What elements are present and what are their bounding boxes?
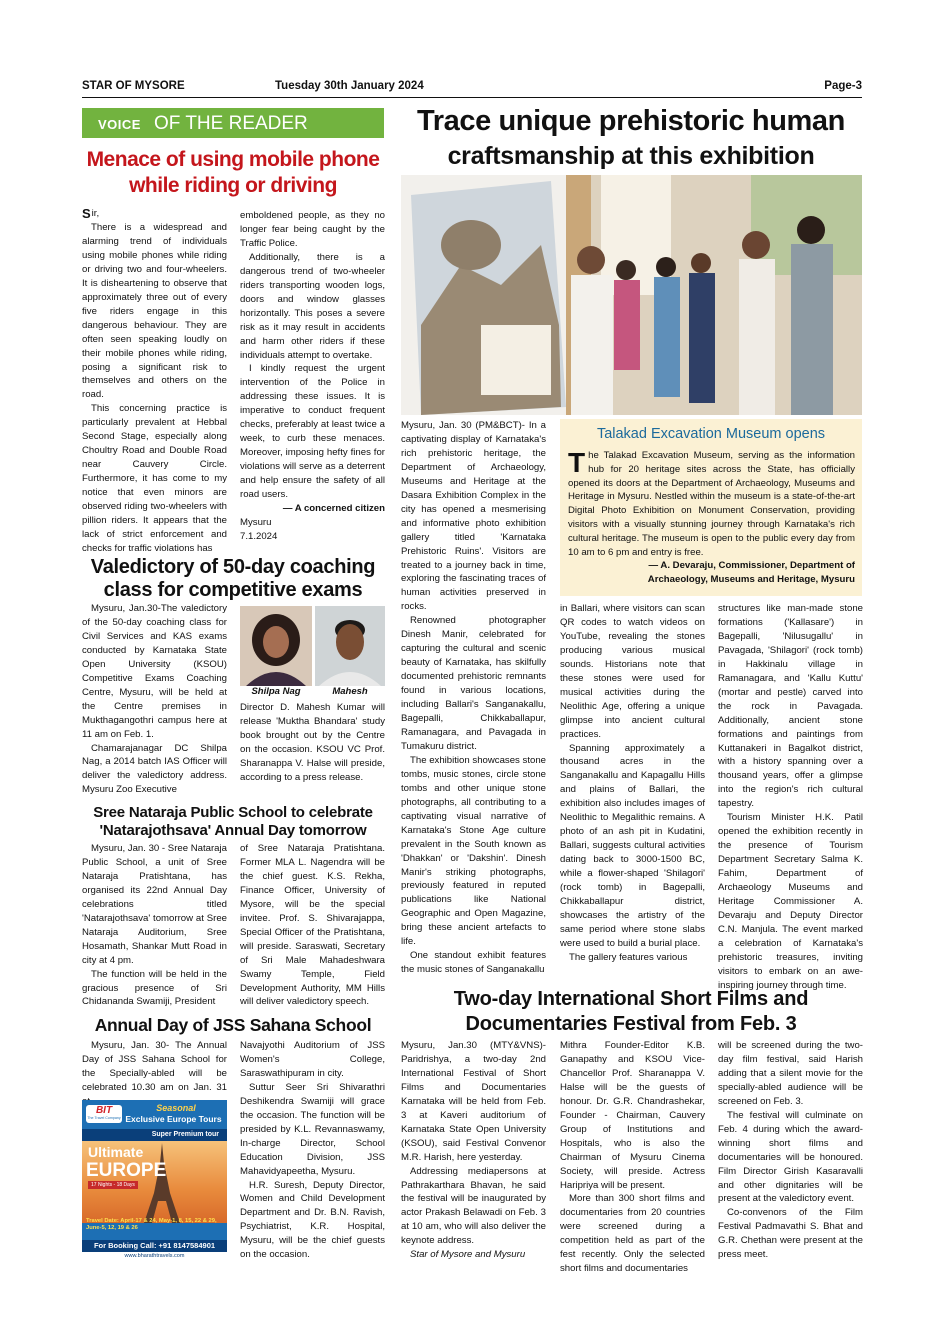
festival-paragraph: Addressing mediapersons at Pathrakarthara Bhavan, he said the festival will be inaugurated by actor Prakash Belawadi on Feb. 3 at 10 am, who will also deliver the keynote address.	[401, 1165, 546, 1247]
nataraja-paragraph: The function will be held in the gracious presence of Sri Chidananda Swamiji, President	[82, 968, 227, 1008]
masthead	[82, 78, 862, 98]
museum-dropcap: T	[568, 447, 586, 478]
festival-paragraph: Co-convenors of the Film Festival Padmavathi S. Bhat and G.R. Chethan were present at the press meet.	[718, 1207, 863, 1261]
valedictory-paragraph: Director D. Mahesh Kumar will release 'Muktha Bhandara' study book brought out by the Centre on the occasion. KSOU VC Prof. Sharanappa V. Halse will preside, according to a press release.	[240, 702, 385, 783]
letter-signature: — A concerned citizen	[282, 503, 385, 515]
exhibition-headline-line1: Trace unique prehistoric human	[417, 105, 845, 137]
festival-column-2	[560, 1039, 705, 1276]
valedictory-paragraph: Mysuru, Jan.30-The valedictory of the 50-day coaching class for Civil Services and KAS exams conducted by Karnataka State Open University (KSOU) Competitive Exams Coaching Centre, Mysuru, will be held at the Centre premises in Mukthagangothri campus here at 11 am on Feb. 1.	[82, 603, 227, 740]
exhibition-paragraph: Tourism Minister H.K. Patil opened the exhibition recently in the presence of Tourism Department Secretary Salma K. Fahim, Department of Archaeology Museums and Heritage Commissioner A. Devaraju and Deputy Director C.N. Manjula. The event marked a celebration of Karnataka's prehistoric treasures, inviting visitors to embark on an awe-inspiring journey through time.	[718, 812, 863, 991]
exhibition-paragraph: structures like man-made stone formations ('Kallasare') in Bagepalli, 'Nilusugallu' in Pavagada, 'Shilagori' (rock tomb) in Hakkinalu village in Ramanagara, and 'Kallu Kuttu' (mortar and pestle) carved into the rock in Pavagada. Additionally, ancient stone formations and paintings from Kuttanakeri in Bagalkot district, with a history spanning over a thousand years, offer a glimpse into the region's rich cultural tapestry.	[718, 603, 863, 810]
festival-paragraph: will be screened during the two-day film festival, said Harish adding that a silent movie for the specially-abled audience will be screened on Feb. 3.	[718, 1040, 863, 1107]
jss-paragraph: H.R. Suresh, Deputy Director, Women and Child Development Department and Dr. B.N. Ravish, Psychiatrist, K.R. Hospital, Mysuru, will be the chief guests on the occasion.	[240, 1179, 385, 1261]
letter-column-2	[240, 209, 385, 544]
exhibition-headline-line2: craftsmanship at this exhibition	[447, 142, 815, 170]
exhibition-photo	[401, 175, 862, 415]
ad-website-link[interactable]: www.bharathtravels.com	[82, 1252, 227, 1260]
nataraja-paragraph: of Sree Nataraja Pratishtana. Former MLA L. Nagendra will be the chief guest. K.S. Rekha, Finance Officer, University of Mysore, will be the special invitee. Prof. S. Shivarajappa, Special Officer of the Pratishtana, will preside. Saraswati, Secretary of Sri Male Mahadeshwara Swamy Temple, Field Development Authority, MM Hills will deliver valedictory speech.	[240, 843, 385, 1008]
jss-paragraph: Suttur Seer Sri Shivarathri Deshikendra Swamiji will grace the occasion. The function will be presided by K.L. Revannaswamy, In-charge Director, School Education Division, JSS Mahavidyapeetha, Mysuru.	[240, 1081, 385, 1177]
bit-logo: BIT The Travel Company	[86, 1105, 122, 1123]
letter-headline: Menace of using mobile phone while riding or driving	[86, 148, 380, 197]
mahesh-caption: Mahesh	[332, 686, 368, 697]
voice-label: VOICE	[98, 117, 141, 132]
festival-column-1	[401, 1039, 546, 1262]
museum-box	[560, 419, 862, 596]
voice-of-reader-banner	[82, 108, 384, 138]
eiffel-tower-icon	[142, 1143, 182, 1223]
shilpa-nag-photo	[240, 606, 312, 686]
mahesh-photo	[315, 606, 385, 686]
valedictory-paragraph: Chamarajanagar DC Shilpa Nag, a 2014 batch IAS Officer will deliver the valedictory address. Mysuru Zoo Executive	[82, 742, 227, 796]
festival-paragraph: Mysuru, Jan.30 (MTY&VNS)- Paridrishya, a two-day 2nd International Festival of Short Films and Documentaries Karnataka will be held from Feb. 3 at Kaveri auditorium of Karnataka State Open University (KSOU), said Festival Convenor M.R. Harish, here yesterday.	[401, 1040, 546, 1163]
of-reader-label: OF THE READER	[154, 113, 308, 134]
valedictory-headline: Valedictory of 50-day coaching class for competitive exams	[90, 556, 376, 601]
europe-tours-ad[interactable]: BIT The Travel Company Seasonal Exclusive Europe Tours Super Premium tour Ultimate EUROPE 17 Nights - 18 Days Travel Date: April-17 & 24, May-1, 8, 15, 22 & 29, June-5, 12, 19 & 26 For Booking Call: +91 8147584901 www.bharathtravels.com	[82, 1100, 227, 1260]
exhibition-paragraph: Spanning approximately a thousand acres in the Sanganakallu and Kapagallu Hills and plains of Ballari, the exhibition also includes images of Neolithic to Megalithic remains. A photo of an ash pit in Kudatini, Ballari, suggests cultural activities dating back to 3000-1500 BC, while a flower-shaped 'Shilagori' (rock tomb) in Bagepalli, Chikkaballapur district, showcases the artistry of the same period where stone slabs were used to build a burial place.	[560, 742, 705, 949]
page-number: Page-3	[824, 80, 862, 92]
nataraja-column-1	[82, 842, 227, 1009]
nataraja-column-2	[240, 842, 385, 1009]
valedictory-column-2	[240, 701, 385, 785]
exhibition-column-2	[560, 602, 705, 965]
salutation-dropcap: S	[82, 206, 91, 221]
letter-paragraph: Additionally, there is a dangerous trend of two-wheeler riders transporting wooden logs, doors and window glasses horizontally. This poses a severe risk as it may result in accidents and harm other riders if these individuals attempt to overtake.	[240, 251, 385, 361]
festival-paragraph: Star of Mysore and Mysuru	[410, 1249, 526, 1261]
museum-box-title: Talakad Excavation Museum opens	[596, 426, 826, 442]
jss-headline: Annual Day of JSS Sahana School	[94, 1015, 372, 1035]
exhibition-paragraph: One standout exhibit features the music stones of Sanganakallu	[401, 950, 546, 976]
festival-paragraph: The festival will culminate on Feb. 4 during which the award-winning short films and documentaries will be honoured. Film Director Girish Kasaravalli and other dignitaries will be present at the valedictory event.	[718, 1109, 863, 1205]
festival-column-3	[718, 1039, 863, 1262]
letter-salutation	[82, 207, 227, 220]
exhibition-paragraph: in Ballari, where visitors can scan QR codes to watch videos on YouTube, revealing the stones producing various musical sounds. Historians note that these stones were used for musical activities during the Neolithic Age, offering a unique glimpse into ancient cultural practices.	[560, 603, 705, 740]
festival-paragraph: More than 300 short films and documentaries from 20 countries were screened during a competition held as part of the fest recently. Only the selected short films and documentaries	[560, 1193, 705, 1275]
letter-paragraph: There is a widespread and alarming trend of individuals using mobile phones while riding or driving two and four-wheelers. It is disheartening to observe that approximately three out of every five riders engage in this dangerous behaviour. They are often seen speaking loudly on their mobile phones while riding, posing a significant risk to themselves and others on the road.	[82, 222, 227, 401]
exhibition-paragraph: Renowned photographer Dinesh Manir, celebrated for capturing the cultural and scenic beauty of Karnataka, has skilfully documented prehistoric remnants found in various locations, including Ballari's Sanganakallu, Bagepalli, Chikkaballapur, Ramanagara, and Pavagada in Tumakuru district.	[401, 615, 546, 752]
issue-date: Tuesday 30th January 2024	[275, 80, 424, 92]
exhibition-column-3	[718, 602, 863, 993]
letter-place: Mysuru	[240, 516, 272, 528]
museum-box-sign1: — A. Devaraju, Commissioner, Department of	[648, 560, 855, 572]
letter-paragraph: I kindly request the urgent intervention of the Police in addressing these issues. It is imperative to conduct frequent checks, preferably at least twice a week, to curb these menaces. Moreover, imposing hefty fines for violations will serve as a deterrent and help ensure the safety of all road users.	[240, 363, 385, 501]
jss-paragraph: Mysuru, Jan. 30- The Annual Day of JSS Sahana School for the Specially-abled will be celebrated 10.30 am on Jan. 31	[82, 1040, 227, 1093]
valedictory-column-1	[82, 602, 227, 797]
jss-column-2	[240, 1039, 385, 1262]
letter-date: 7.1.2024	[240, 530, 278, 542]
nataraja-paragraph: Mysuru, Jan. 30 - Sree Nataraja Public School, a unit of Sree Nataraja Pratishtana, has organised its 22nd Annual Day celebrations titled 'Natarajothsava' tomorrow at Sree Nataraja Auditorium, Sree Hosamath, Shankar Mutt Road in city at 4 pm.	[82, 843, 227, 966]
letter-paragraph: emboldened people, as they no longer fear being caught by the Traffic Police.	[240, 210, 385, 249]
salutation-rest: ir,	[91, 208, 100, 219]
museum-box-text: The Talakad Excavation Museum, serving as the information hub for 20 heritage sites across the State, has officially opened its doors at the Department of Archaeology, Museums and Heritage in Mysuru. Nestled within the museum is a state-of-the-art Digital Photo Exhibition on Monument Conservation, providing visitors with a visually stunning journey through Karnataka's rich cultural heritage. The museum is open to the public every day from 10 am to 6 pm and entry is free. — A. Devaraju, Commissioner, Department of Archaeology, Museums and Heritage, Mysuru	[568, 447, 855, 586]
exhibition-paragraph: The gallery features various	[569, 951, 688, 963]
festival-headline: Two-day International Short Films and Documentaries Festival from Feb. 3	[453, 988, 809, 1035]
jss-paragraph: Navajyothi Auditorium of JSS Women's College, Saraswathipuram in city.	[240, 1040, 385, 1079]
jss-column-1	[82, 1039, 227, 1109]
shilpa-nag-caption: Shilpa Nag	[251, 686, 301, 697]
festival-paragraph: Mithra Founder-Editor K.B. Ganapathy and KSOU Vice-Chancellor Prof. Sharanappa V. Halse will be the guests of honour. Dr. G.R. Chandrashekar, Founder - Chairman, Cauvery Group of Institutions and Hospitals, who is also the Chairman of Mysuru Cinema Society, will preside. Actress Haripriya will be present.	[560, 1040, 705, 1191]
nataraja-headline: Sree Nataraja Public School to celebrate 'Natarajothsava' Annual Day tomorrow	[93, 804, 373, 839]
letter-column-1	[82, 207, 227, 556]
paper-name: STAR OF MYSORE	[82, 80, 185, 92]
exhibition-paragraph: Mysuru, Jan. 30 (PM&BCT)- In a captivating display of Karnataka's rich prehistoric heritage, the Department of Archaeology, Museums and Heritage at the Dasara Exhibition Complex in the city has opened a mesmerising and informative photo exhibition gallery titled 'Karnataka Prehistoric Ruins'. Visitors are treated to a journey back in time, exploring the fascinating traces of human activities preserved in rocks.	[401, 420, 546, 613]
letter-paragraph: This concerning practice is particularly prevalent at Hebbal Second Stage, especially along Choultry Road and Double Road near Cauvery Circle. Furthermore, it has come to my notice that even minors are observed riding two-wheelers with pillion riders. It appears that the lack of strict enforcement and checks for traffic violations has	[82, 403, 227, 554]
booking-call[interactable]: For Booking Call: +91 8147584901	[82, 1240, 227, 1252]
exhibition-column-1	[401, 419, 546, 977]
exhibition-paragraph: The exhibition showcases stone tombs, music stones, circle stone tombs and other unique stone photographs, all contributing to a captivating visual narrative of Karnataka's Stone Age culture prevalent in the South known as 'Dhakkan' or 'Dakshin'. Dinesh Manir's striking photographs, previously featured in reputed publications like National Geographic and Open Magazine, bring these ancient artefacts to life.	[401, 754, 546, 948]
museum-box-sign2: Archaeology, Museums and Heritage, Mysuru	[647, 574, 855, 586]
